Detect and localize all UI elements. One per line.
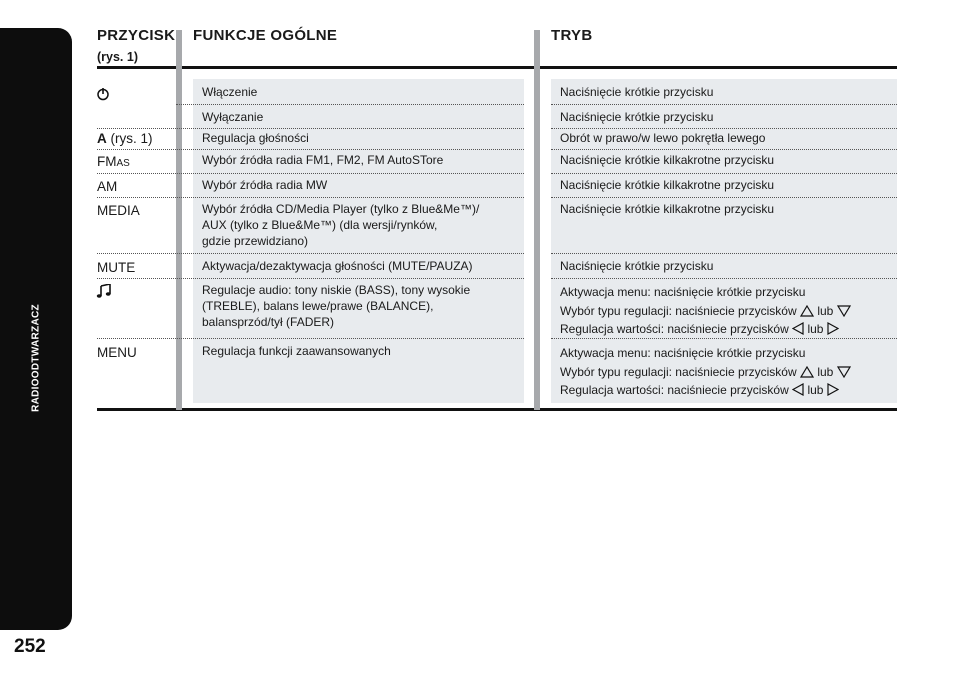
or-label: lub [807, 322, 824, 336]
row-5-function-line-1: Wybór źródła CD/Media Player (tylko z Blue&Me™)/ [202, 202, 480, 216]
row-2-key [97, 131, 153, 146]
row-5-function-line-3: gdzie przewidziano) [202, 234, 309, 248]
row-7-mode-line-2 [560, 302, 851, 321]
row-separator [97, 197, 524, 198]
row-3-function: Wybór źródła radia FM1, FM2, FM AutoSTore [202, 153, 444, 167]
row-separator [97, 149, 524, 150]
row-2-key-bold: A [97, 131, 107, 146]
row-separator [551, 253, 897, 254]
row-separator [97, 173, 524, 174]
row-7-function-line-3: balansprzód/tył (FADER) [202, 315, 335, 329]
row-5-key: MEDIA [97, 203, 140, 218]
row-3-key-small: AS [116, 158, 130, 169]
row-7-mode-line-2-text: Wybór typu regulacji: naciśniecie przycisków [560, 303, 797, 318]
row-separator [176, 104, 524, 105]
row-8-mode [560, 344, 851, 400]
or-label: lub [817, 303, 834, 318]
triangle-up-icon [800, 305, 814, 317]
row-7-function-line-1: Regulacje audio: tony niskie (BASS), tony wysokie [202, 283, 471, 297]
row-7-function-line-2: (TREBLE), balans lewe/prawe (BALANCE), [202, 299, 434, 313]
power-icon [96, 87, 110, 101]
row-5-mode: Naciśnięcie krótkie kilkakrotne przycisku [560, 202, 775, 216]
triangle-right-icon [827, 322, 839, 335]
row-6-function: Aktywacja/dezaktywacja głośności (MUTE/PAUZA) [202, 259, 473, 273]
or-label: lub [807, 383, 824, 397]
row-1-mode: Naciśnięcie krótkie przycisku [560, 110, 714, 124]
row-separator [551, 104, 897, 105]
row-8-key: MENU [97, 345, 137, 360]
triangle-down-icon [837, 366, 851, 378]
row-3-key [97, 154, 130, 171]
row-8-mode-line-3 [560, 381, 851, 400]
row-6-mode: Naciśnięcie krótkie przycisku [560, 259, 714, 273]
column-divider-1 [176, 30, 182, 410]
row-7-function [202, 282, 470, 330]
row-separator [97, 338, 524, 339]
header-key: PRZYCISK [97, 27, 176, 44]
header-mode: TRYB [551, 27, 593, 44]
row-5-function [202, 201, 479, 249]
row-8-mode-line-2 [560, 363, 851, 382]
or-label: lub [817, 364, 834, 379]
side-tab [0, 28, 72, 630]
header-function: FUNKCJE OGÓLNE [193, 27, 338, 44]
row-separator [551, 149, 897, 150]
side-tab-label: RADIOODTWARZACZ [30, 304, 42, 412]
music-note-icon [96, 284, 112, 298]
row-separator [551, 128, 897, 129]
page-number: 252 [14, 636, 46, 657]
row-4-mode: Naciśnięcie krótkie kilkakrotne przycisku [560, 178, 775, 192]
header-key-sub: (rys. 1) [97, 50, 138, 64]
row-separator [97, 253, 524, 254]
row-4-key: AM [97, 179, 118, 194]
row-2-key-text: (rys. 1) [106, 131, 153, 146]
triangle-left-icon [792, 383, 804, 396]
row-2-function: Regulacja głośności [202, 131, 309, 145]
row-3-mode: Naciśnięcie krótkie kilkakrotne przycisku [560, 153, 775, 167]
row-separator [551, 197, 897, 198]
row-5-function-line-2: AUX (tylko z Blue&Me™) (dla wersji/rynków, [202, 218, 438, 232]
row-0-mode: Naciśnięcie krótkie przycisku [560, 85, 714, 99]
row-separator [97, 278, 524, 279]
triangle-right-icon [827, 383, 839, 396]
row-separator [551, 173, 897, 174]
row-7-mode-line-3-text: Regulacja wartości: naciśniecie przycisków [560, 322, 789, 336]
top-rule [97, 66, 897, 69]
triangle-left-icon [792, 322, 804, 335]
triangle-down-icon [837, 305, 851, 317]
row-2-mode: Obrót w prawo/w lewo pokrętła lewego [560, 131, 766, 145]
row-separator [97, 128, 524, 129]
row-3-key-text: FM [97, 154, 117, 169]
row-7-mode [560, 283, 851, 339]
column-divider-2 [534, 30, 540, 410]
row-0-function: Włączenie [202, 85, 258, 99]
row-1-function: Wyłączanie [202, 110, 264, 124]
bottom-rule [97, 408, 897, 411]
row-7-mode-line-1: Aktywacja menu: naciśnięcie krótkie przycisku [560, 285, 806, 299]
row-6-key: MUTE [97, 260, 136, 275]
row-8-function: Regulacja funkcji zaawansowanych [202, 344, 391, 358]
triangle-up-icon [800, 366, 814, 378]
row-8-mode-line-1: Aktywacja menu: naciśnięcie krótkie przycisku [560, 346, 806, 360]
row-8-mode-line-3-text: Regulacja wartości: naciśniecie przycisków [560, 383, 789, 397]
row-8-mode-line-2-text: Wybór typu regulacji: naciśniecie przycisków [560, 364, 797, 379]
row-7-mode-line-3 [560, 320, 851, 339]
row-4-function: Wybór źródła radia MW [202, 178, 328, 192]
row-separator [551, 278, 897, 279]
